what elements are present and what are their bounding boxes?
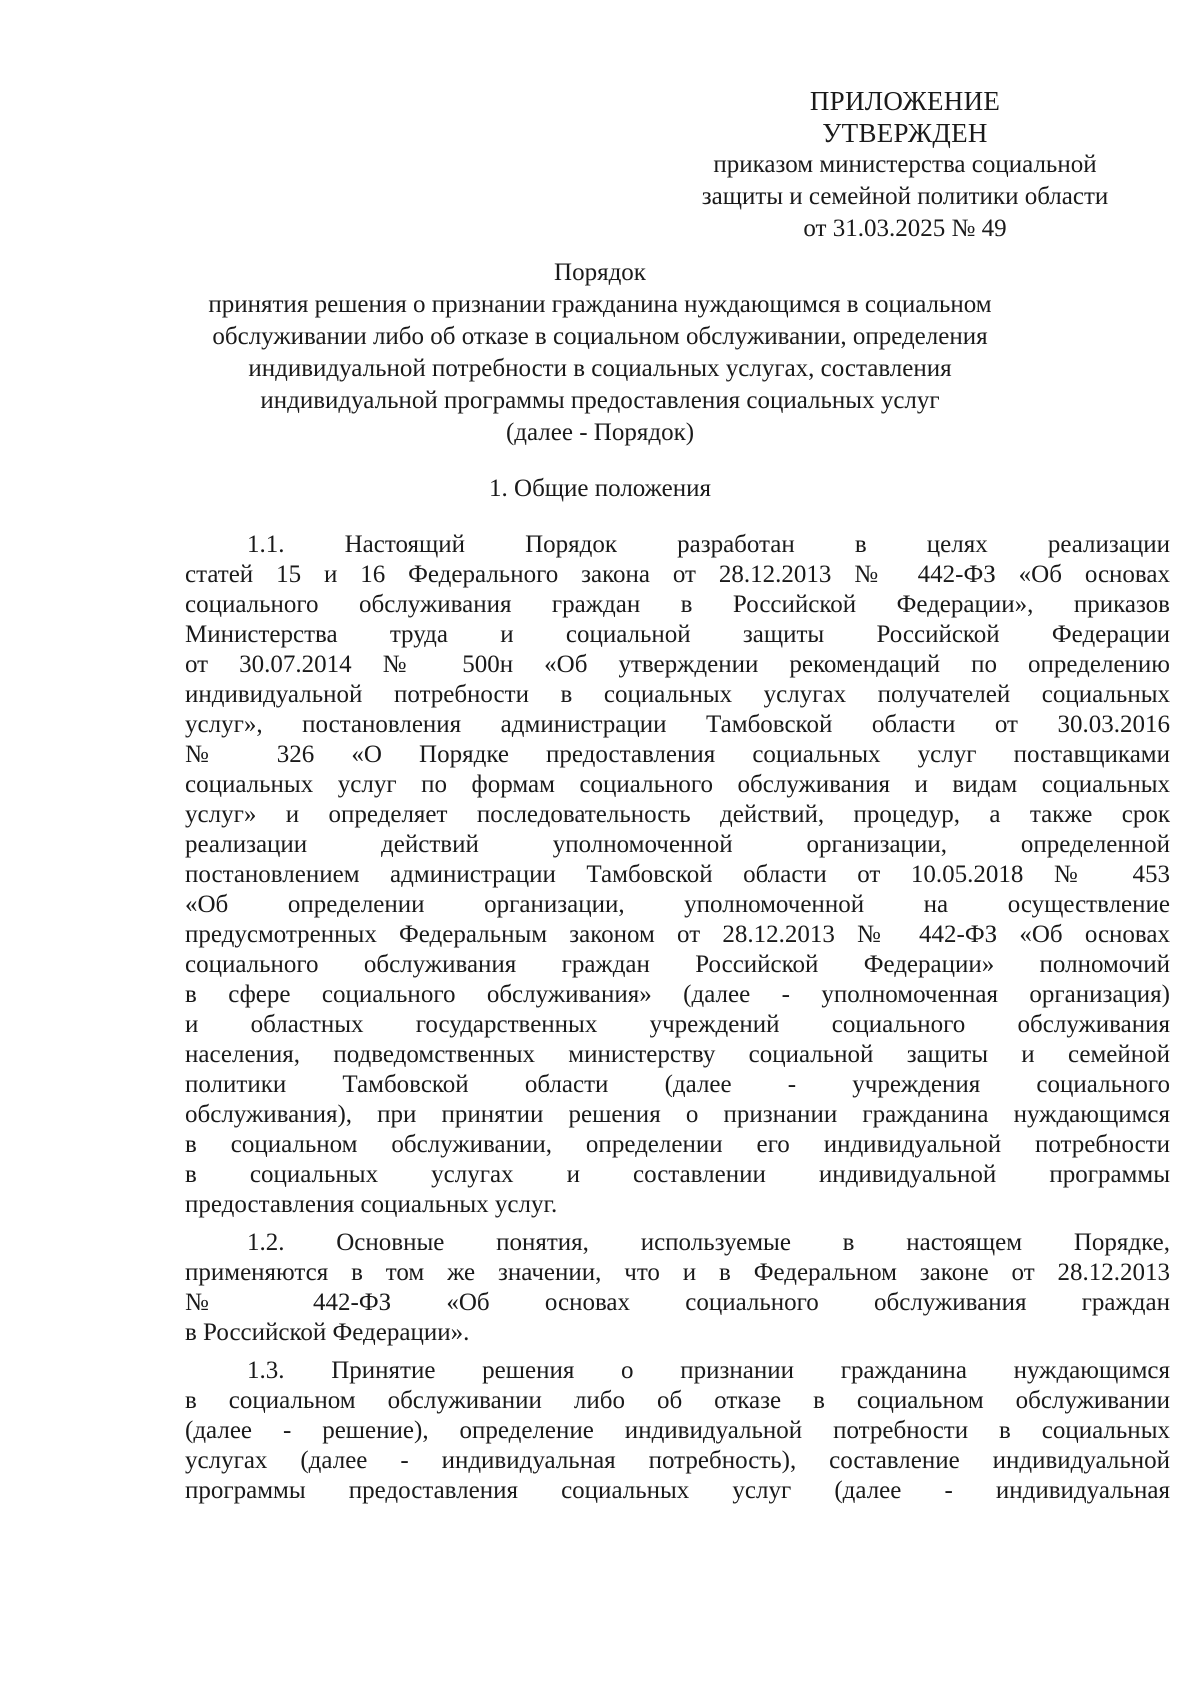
paragraph-line: населения, подведомственных министерству социальной защиты и семейной bbox=[185, 1041, 1170, 1068]
document-body bbox=[185, 530, 1170, 1514]
paragraph-line: и областных государственных учреждений социального обслуживания bbox=[185, 1011, 1170, 1038]
title-line-6: (далее - Порядок) bbox=[505, 419, 695, 446]
paragraph-line: от 30.07.2014 № 500н «Об утверждении рекомендаций по определению bbox=[185, 651, 1170, 678]
paragraph-line: услуг», постановления администрации Тамбовской области от 30.03.2016 bbox=[185, 711, 1170, 738]
document-title bbox=[150, 257, 1050, 449]
order-date-number: от 31.03.2025 № 49 bbox=[803, 215, 1007, 242]
paragraph-line: статей 15 и 16 Федерального закона от 28.12.2013 № 442-ФЗ «Об основах bbox=[185, 561, 1170, 588]
paragraph-line: социальных услуг по формам социального обслуживания и видам социальных bbox=[185, 771, 1170, 798]
paragraph bbox=[185, 1356, 1170, 1506]
title-line-3: обслуживании либо об отказе в социальном обслуживании, определения bbox=[212, 323, 988, 350]
title-line-4: индивидуальной потребности в социальных услугах, составления bbox=[248, 355, 952, 382]
paragraph-line: в социальном обслуживании либо об отказе в социальном обслуживании bbox=[185, 1387, 1170, 1414]
paragraph-line: социального обслуживания граждан Российской Федерации» полномочий bbox=[185, 951, 1170, 978]
paragraph-line: «Об определении организации, уполномоченной на осуществление bbox=[185, 891, 1170, 918]
paragraph-line: Министерства труда и социальной защиты Российской Федерации bbox=[185, 621, 1170, 648]
paragraph-line: в сфере социального обслуживания» (далее - уполномоченная организация) bbox=[185, 981, 1170, 1008]
section-heading: 1. Общие положения bbox=[489, 475, 711, 502]
paragraph bbox=[185, 530, 1170, 1220]
approval-block bbox=[665, 85, 1145, 245]
paragraph-line: индивидуальной потребности в социальных услугах получателей социальных bbox=[185, 681, 1170, 708]
title-line-1: Порядок bbox=[554, 259, 646, 286]
paragraph-line: № 442-ФЗ «Об основах социального обслуживания граждан bbox=[185, 1289, 1170, 1316]
order-line-1: приказом министерства социальной bbox=[713, 151, 1097, 178]
appendix-label: ПРИЛОЖЕНИЕ bbox=[809, 86, 1001, 116]
order-line-2: защиты и семейной политики области bbox=[701, 183, 1109, 210]
title-line-2: принятия решения о признании гражданина нуждающимся в социальном bbox=[208, 291, 992, 318]
title-line-5: индивидуальной программы предоставления социальных услуг bbox=[260, 387, 940, 414]
paragraph-line: 1.2. Основные понятия, используемые в настоящем Порядке, bbox=[247, 1229, 1170, 1256]
paragraph-line: постановлением администрации Тамбовской области от 10.05.2018 № 453 bbox=[185, 861, 1170, 888]
paragraph-line: в социальных услугах и составлении индивидуальной программы bbox=[185, 1161, 1170, 1188]
paragraph-line: услуг» и определяет последовательность действий, процедур, а также срок bbox=[185, 801, 1170, 828]
approved-label: УТВЕРЖДЕН bbox=[822, 118, 988, 148]
paragraph-line: № 326 «О Порядке предоставления социальных услуг поставщиками bbox=[185, 741, 1170, 768]
paragraph-line: предоставления социальных услуг. bbox=[185, 1191, 558, 1218]
paragraph-line: в социальном обслуживании, определении его индивидуальной потребности bbox=[185, 1131, 1170, 1158]
paragraph-line: предусмотренных Федеральным законом от 28.12.2013 № 442-ФЗ «Об основах bbox=[185, 921, 1170, 948]
paragraph-line: социального обслуживания граждан в Российской Федерации», приказов bbox=[185, 591, 1170, 618]
paragraph-line: услугах (далее - индивидуальная потребность), составление индивидуальной bbox=[185, 1447, 1170, 1474]
paragraph-line: (далее - решение), определение индивидуальной потребности в социальных bbox=[185, 1417, 1170, 1444]
paragraph bbox=[185, 1228, 1170, 1348]
paragraph-line: 1.1. Настоящий Порядок разработан в целях реализации bbox=[247, 531, 1170, 558]
paragraph-line: обслуживания), при принятии решения о признании гражданина нуждающимся bbox=[185, 1101, 1170, 1128]
paragraph-line: политики Тамбовской области (далее - учреждения социального bbox=[185, 1071, 1170, 1098]
paragraph-line: реализации действий уполномоченной организации, определенной bbox=[185, 831, 1170, 858]
paragraph-line: применяются в том же значении, что и в Федеральном законе от 28.12.2013 bbox=[185, 1259, 1170, 1286]
paragraph-line: программы предоставления социальных услуг (далее - индивидуальная bbox=[185, 1477, 1170, 1504]
paragraph-line: 1.3. Принятие решения о признании гражданина нуждающимся bbox=[247, 1357, 1170, 1384]
paragraph-line: в Российской Федерации». bbox=[185, 1319, 470, 1346]
